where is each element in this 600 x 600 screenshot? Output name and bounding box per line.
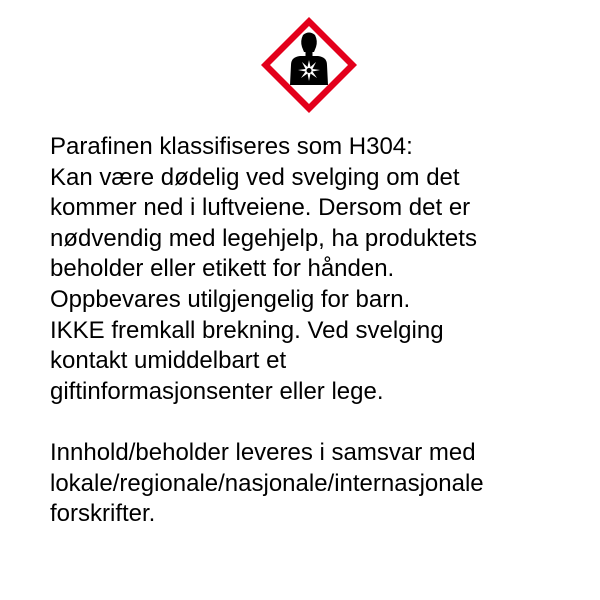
paragraph-spacer [50, 407, 595, 438]
disposal-line: lokale/regionale/nasjonale/internasjonale [50, 469, 484, 497]
disposal-line: Innhold/beholder leveres i samsvar med [50, 438, 476, 466]
statement-line: IKKE fremkall brekning. Ved svelging [50, 316, 444, 344]
hazard-statement-text [50, 132, 595, 530]
statement-line: Kan være dødelig ved svelging om det [50, 163, 460, 191]
statement-line: kontakt umiddelbart et [50, 347, 287, 375]
pictogram-neck [306, 51, 313, 56]
h304-warning-paragraph [50, 132, 595, 407]
statement-line: nødvendig med legehjelp, ha produktets [50, 224, 477, 252]
disposal-paragraph [50, 438, 595, 530]
statement-line: beholder eller etikett for hånden. [50, 255, 395, 283]
statement-line: Oppbevares utilgjengelig for barn. [50, 285, 411, 313]
health-hazard-pictogram [257, 13, 361, 117]
statement-line: Parafinen klassifiseres som H304: [50, 133, 413, 160]
ghs08-health-hazard-icon [257, 13, 361, 117]
pictogram-head [301, 33, 317, 53]
disposal-line: forskrifter. [50, 500, 156, 528]
statement-line: kommer ned i luftveiene. Dersom det er [50, 194, 471, 222]
statement-line: giftinformasjonsenter eller lege. [50, 377, 384, 405]
